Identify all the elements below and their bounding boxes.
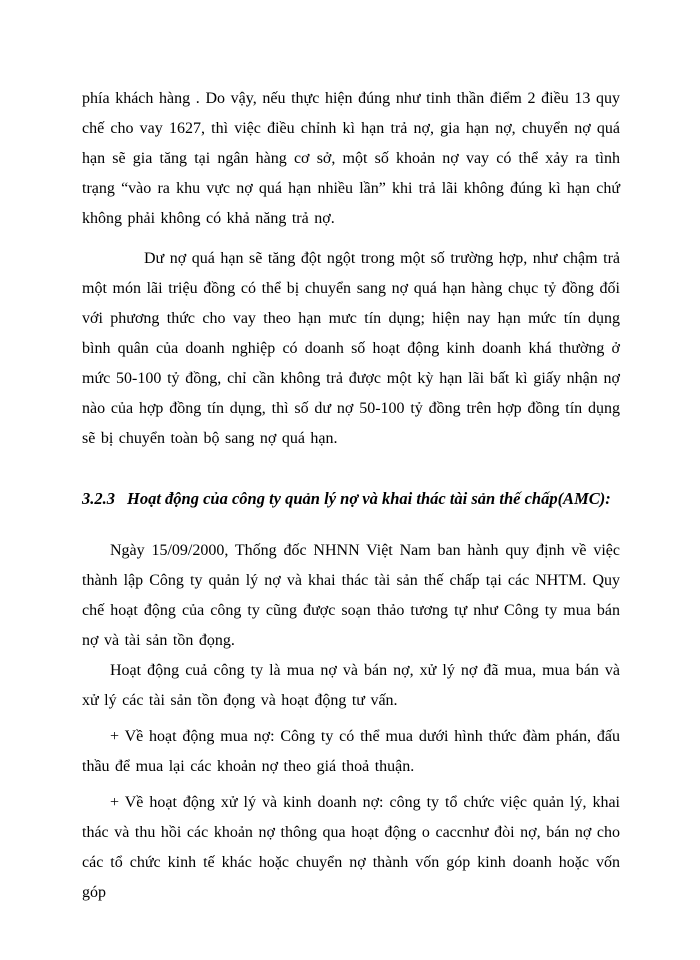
section-heading xyxy=(82,484,620,514)
paragraph-du-no-qua-han: Dư nợ quá hạn sẽ tăng đột ngột trong một số trường hợp, như chậm trả một món lãi triệu đồng có thể bị chuyển sang nợ quá hạn hàng chục tỷ đồng đối với phương thức cho vay theo hạn mưc tín dụng; hiện nay hạn mức tín dụng bình quân của doanh nghiệp có doanh số hoạt động kinh doanh khá thường ở mức 50-100 tỷ đồng, chỉ cần không trả được một kỳ hạn lãi bất kì giấy nhận nợ nào của hợp đồng tín dụng, thì số dư nợ 50-100 tỷ đồng trên hợp đồng tín dụng sẽ bị chuyển toàn bộ sang nợ quá hạn. xyxy=(82,250,620,447)
bullet-xu-ly-kinh-doanh: + Về hoạt động xử lý và kinh doanh nợ: công ty tổ chức việc quản lý, khai thác và thu hồi các khoản nợ thông qua hoạt động o caccnhư đòi nợ, bán nợ cho các tổ chức kinh tế khác hoặc chuyển nợ thành vốn góp kinh doanh hoặc vốn góp xyxy=(82,794,620,901)
paragraph-continuation: phía khách hàng . Do vậy, nếu thực hiện đúng như tinh thần điểm 2 điều 13 quy chế cho vay 1627, thì việc điều chỉnh kì hạn trả nợ, gia hạn nợ, chuyển nợ quá hạn sẽ gia tăng tại ngân hàng cơ sở, một số khoản nợ vay có thể xảy ra tình trạng “vào ra khu vực nợ quá hạn nhiều lần” khi trả lãi không đúng kì hạn chứ không phải không có khả năng trả nợ. xyxy=(82,90,620,227)
paragraph-hoat-dong: Hoạt động cuả công ty là mua nợ và bán nợ, xử lý nợ đã mua, mua bán và xử lý các tài sản tồn đọng và hoạt động tư vấn. xyxy=(82,662,620,709)
bullet-mua-no: + Về hoạt động mua nợ: Công ty có thể mua dưới hình thức đàm phán, đấu thầu để mua lại các khoản nợ theo giá thoả thuận. xyxy=(82,728,620,775)
section-heading-number: 3.2.3 xyxy=(82,489,115,508)
section-heading-title: Hoạt động của công ty quản lý nợ và khai thác tài sản thế chấp(AMC): xyxy=(127,489,611,508)
paragraph-ngay: Ngày 15/09/2000, Thống đốc NHNN Việt Nam ban hành quy định về việc thành lập Công ty quản lý nợ và khai thác tài sản thế chấp tại các NHTM. Quy chế hoạt động của công ty cũng được soạn thảo tương tự như Công ty mua bán nợ và tài sản tồn đọng. xyxy=(82,542,620,649)
